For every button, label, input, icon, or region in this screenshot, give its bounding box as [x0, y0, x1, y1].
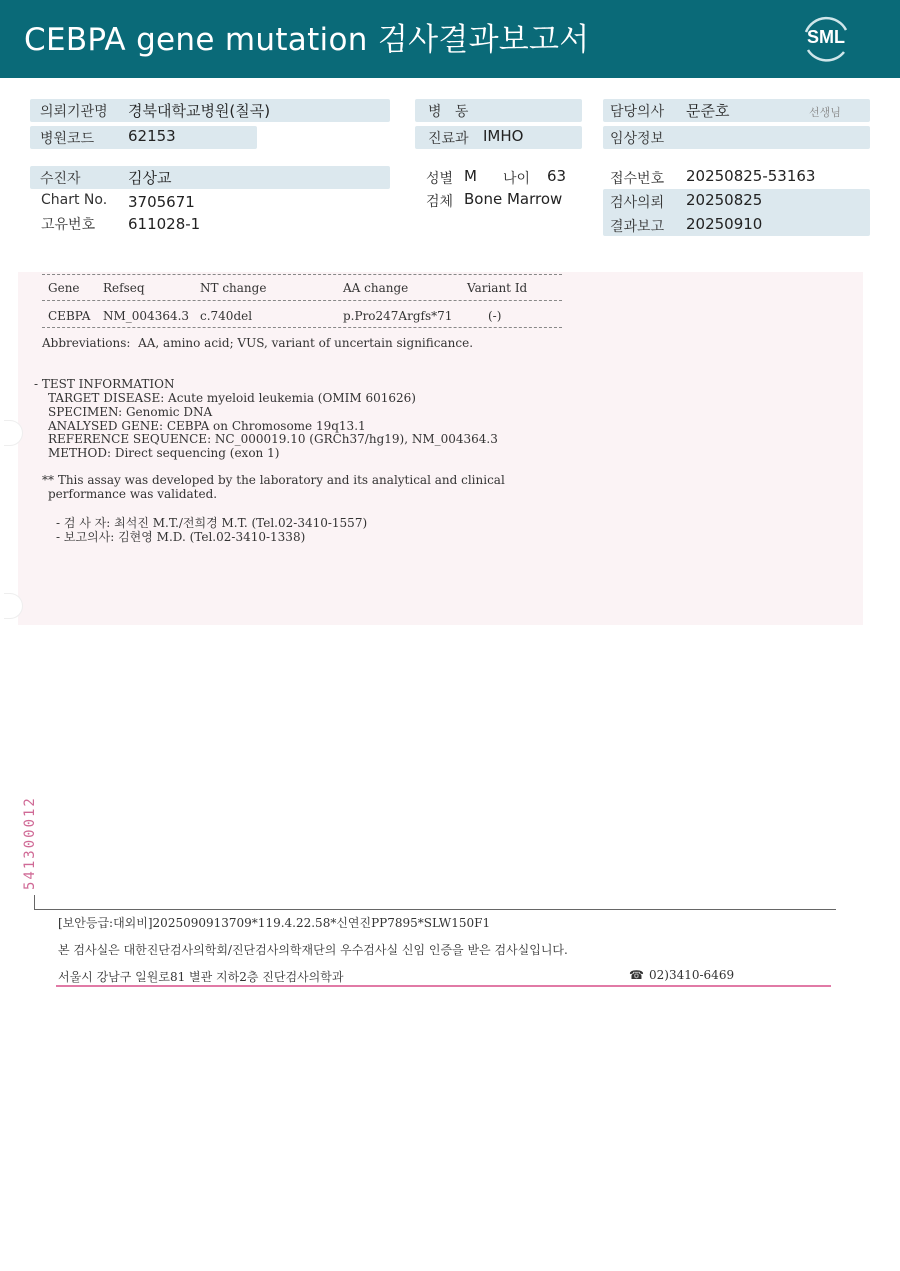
hospital-code-value: 62153 [128, 127, 176, 145]
logo-text: SML [807, 27, 845, 47]
ward-label: 병 동 [428, 104, 469, 120]
report-date-label: 결과보고 [610, 219, 665, 235]
address: 서울시 강남구 일원로81 별관 지하2층 진단검사의학과 [58, 970, 344, 984]
sex-label: 성별 [426, 171, 454, 187]
barcode-number [18, 780, 44, 910]
report-header [0, 0, 900, 78]
department-label: 진료과 [428, 131, 469, 147]
footer-pink-line [56, 985, 831, 987]
doctor-suffix: 선생님 [809, 106, 841, 119]
col-aa-change: AA change [343, 281, 409, 295]
age-value: 63 [547, 167, 567, 185]
doctor-value: 문준호 [686, 102, 730, 120]
divider [42, 300, 562, 301]
doctor-label: 담당의사 [610, 104, 665, 120]
hospital-code-label: 병원코드 [40, 131, 95, 147]
cell-nt-change: c.740del [200, 309, 253, 323]
id-value: 611028-1 [128, 215, 201, 233]
analysed-gene: ANALYSED GENE: CEBPA on Chromosome 19q13.1 [48, 419, 366, 433]
institution-label: 의뢰기관명 [40, 104, 108, 120]
specimen-value: Bone Marrow [464, 190, 563, 208]
chart-label: Chart No. [41, 192, 108, 208]
receipt-label: 접수번호 [610, 171, 665, 187]
request-value: 20250825 [686, 191, 763, 209]
test-info-header: - TEST INFORMATION [34, 377, 175, 391]
certification: 본 검사실은 대한진단검사의학회/진단검사의학재단의 우수검사실 신임 인증을 받은 검사실입니다. [58, 943, 568, 957]
patient-bar [30, 166, 390, 189]
footer-tick [34, 895, 35, 909]
sex-value: M [464, 167, 477, 185]
specimen-label: 검체 [426, 194, 454, 210]
patient-label: 수진자 [40, 171, 81, 187]
institution-value: 경북대학교병원(칠곡) [128, 102, 271, 120]
phone-icon: ☎ [629, 968, 644, 982]
receipt-value: 20250825-53163 [686, 167, 816, 185]
col-refseq: Refseq [103, 281, 145, 295]
report-title: CEBPA gene mutation 검사결과보고서 [24, 22, 590, 58]
department-value: IMHO [483, 127, 524, 145]
sml-logo [798, 12, 854, 66]
col-variant-id: Variant Id [467, 281, 528, 295]
divider [42, 327, 562, 328]
age-label: 나이 [503, 171, 531, 187]
specimen: SPECIMEN: Genomic DNA [48, 405, 213, 419]
cell-aa-change: p.Pro247Argfs*71 [343, 309, 453, 323]
request-label: 검사의뢰 [610, 195, 665, 211]
cell-gene: CEBPA [48, 309, 91, 323]
security-line: [보안등급:대외비]2025090913709*119.4.22.58*신연진PP7895*SLW150F1 [58, 916, 491, 930]
col-nt-change: NT change [200, 281, 267, 295]
reference-sequence: REFERENCE SEQUENCE: NC_000019.10 (GRCh37/hg19), NM_004364.3 [48, 432, 498, 446]
report-date-value: 20250910 [686, 215, 763, 233]
report-body [18, 272, 863, 625]
abbreviations: Abbreviations: AA, amino acid; VUS, variant of uncertain significance. [42, 336, 474, 350]
phone: 02)3410-6469 [649, 968, 735, 982]
barcode-text: 541300012 [22, 796, 38, 890]
reporter: - 보고의사: 김현영 M.D. (Tel.02-3410-1338) [56, 530, 306, 544]
cell-refseq: NM_004364.3 [103, 309, 190, 323]
chart-value: 3705671 [128, 193, 195, 211]
method: METHOD: Direct sequencing (exon 1) [48, 446, 280, 460]
note-line-2: performance was validated. [48, 487, 218, 501]
tester: - 검 사 자: 최석진 M.T./전희경 M.T. (Tel.02-3410-1557) [56, 516, 368, 530]
note-line-1: ** This assay was developed by the laboratory and its analytical and clinical [42, 473, 505, 487]
target-disease: TARGET DISEASE: Acute myeloid leukemia (OMIM 601626) [48, 391, 416, 405]
cell-variant-id: (-) [488, 309, 502, 323]
footer-line [34, 909, 836, 910]
patient-value: 김상교 [128, 169, 172, 187]
id-label: 고유번호 [41, 217, 96, 233]
col-gene: Gene [48, 281, 80, 295]
divider [42, 274, 562, 275]
clinical-info-label: 임상정보 [610, 131, 665, 147]
